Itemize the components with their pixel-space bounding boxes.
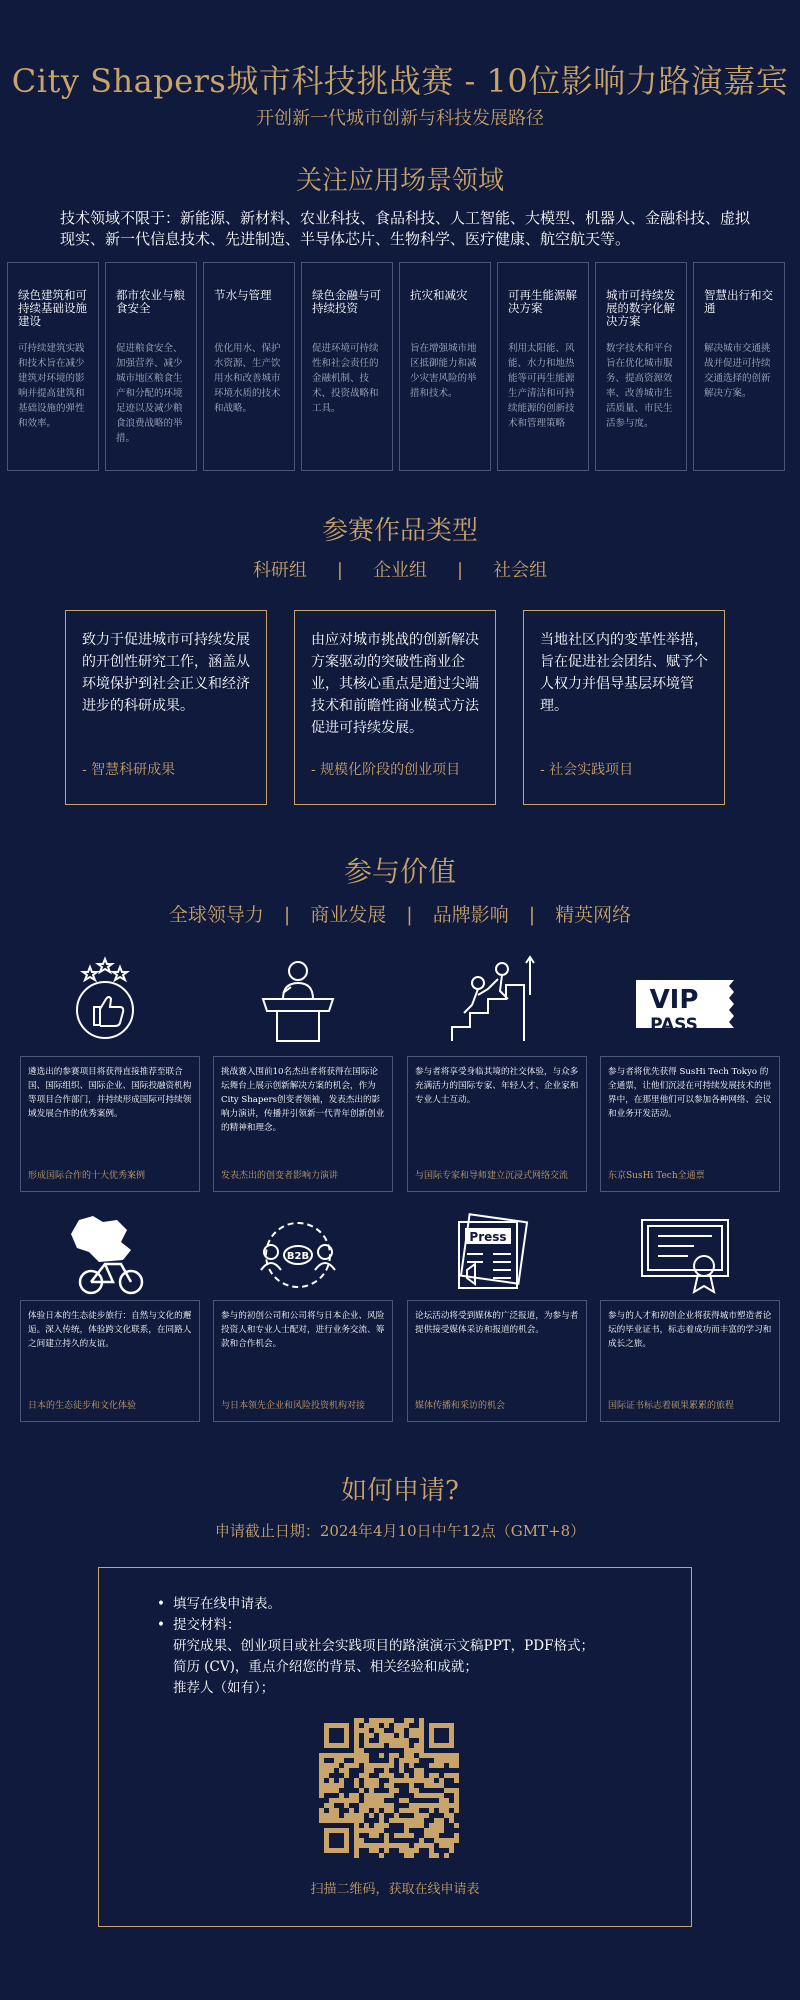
- value-card-tag: 发表杰出的创变者影响力演讲: [221, 1171, 339, 1181]
- vip-text: VIP: [649, 985, 699, 1015]
- category-description: 由应对城市挑战的创新解决方案驱动的突破性商业企业，其核心重点是通过尖端技术和前瞻性商业模式方法促进可持续发展。: [311, 632, 479, 736]
- category-group-research: 科研组: [252, 560, 307, 581]
- value-item: 全球领导力: [168, 904, 264, 926]
- qr-code[interactable]: [319, 1718, 459, 1858]
- value-card: [407, 1056, 587, 1192]
- category-description: 致力于促进城市可持续发展的开创性研究工作，涵盖从环境保护到社会正义和经济进步的科研成果。: [82, 632, 250, 714]
- value-card-tag: 国际证书标志着硕果累累的旅程: [608, 1401, 735, 1411]
- focus-card: [595, 262, 687, 471]
- focus-card-body: 促进粮食安全、加强营养、减少城市地区粮食生产和分配的环境足迹以及减少粮食浪费战略的举措。: [116, 343, 183, 444]
- b2b-text: B2B: [286, 1251, 310, 1262]
- page-title: City Shapers城市科技挑战赛 - 10位影响力路演嘉宾: [11, 62, 789, 100]
- separator: |: [457, 560, 464, 581]
- focus-card-title: 都市农业与粮食安全: [116, 288, 185, 315]
- value-card: [20, 1300, 200, 1422]
- focus-card: [7, 262, 99, 471]
- focus-card-body: 可持续建筑实践和技术旨在减少建筑对环境的影响并提高建筑和基础设施的弹性和效率。: [18, 343, 85, 429]
- value-card-tag: 媒体传播和采访的机会: [415, 1401, 506, 1411]
- value-item: 品牌影响: [432, 904, 509, 926]
- value-card-tag: 与日本领先企业和风险投资机构对接: [221, 1401, 366, 1411]
- category-box-research: [65, 610, 267, 805]
- focus-card-body: 优化用水、保护水资源、生产饮用水和改善城市环境水质的技术和战略。: [214, 343, 281, 414]
- value-section-title: 参与价值: [343, 855, 456, 888]
- vip-pass-icon: [630, 960, 740, 1050]
- category-box-enterprise: [294, 610, 496, 805]
- focus-card: [693, 262, 785, 471]
- apply-section-title: 如何申请?: [341, 1476, 459, 1506]
- value-card-body: 挑战赛入围前10名杰出者将获得在国际论坛舞台上展示创新解决方案的机会，作为City Shapers创变者领袖，发表杰出的影响力演讲，传播并引领新一代青年创新创业的精神和理念。: [221, 1067, 385, 1133]
- category-group-social: 社会组: [493, 560, 548, 581]
- category-description: 当地社区内的变革性举措，旨在促进社会团结、赋予个人权力并倡导基层环境管理。: [540, 632, 708, 714]
- value-item: 精英网络: [555, 904, 632, 926]
- focus-card-title: 可再生能源解决方案: [508, 288, 577, 315]
- focus-card-title: 绿色金融与可持续投资: [312, 288, 381, 315]
- apply-deadline: 申请截止日期：2024年4月10日中午12点（GMT+8）: [214, 1522, 586, 1540]
- category-box-social: [523, 610, 725, 805]
- focus-card-body: 促进环境可持续性和社会责任的金融机制、技术、投资战略和工具。: [312, 343, 379, 414]
- focus-section-title: 关注应用场景领域: [295, 166, 504, 196]
- value-card: [600, 1056, 780, 1192]
- category-tag: - 智慧科研成果: [82, 762, 176, 778]
- focus-card-title: 绿色建筑和可持续基础设施建设: [18, 288, 87, 328]
- focus-card: [301, 262, 393, 471]
- value-card-body: 参与者将优先获得 SusHi Tech Tokyo 的全通票，让他们沉浸在可持续发展技术的世界中，在那里他们可以参加各种网络、会议和业务开发活动。: [608, 1067, 772, 1119]
- press-newspaper-icon: [437, 1210, 547, 1300]
- focus-card-title: 城市可持续发展的数字化解决方案: [606, 288, 675, 328]
- focus-card-body: 旨在增强城市地区抵御能力和减少灾害风险的举措和技术。: [410, 343, 477, 399]
- value-card-body: 论坛活动将受到媒体的广泛报道，为参与者提供接受媒体采访和报道的机会。: [415, 1311, 579, 1335]
- list-item: • 提交材料：: [157, 1615, 677, 1636]
- value-card-tag: 形成国际合作的十大优秀案例: [28, 1171, 146, 1181]
- list-subitem: 推荐人（如有）；: [173, 1680, 275, 1696]
- focus-description: 技术领域不限于：新能源、新材料、农业科技、食品科技、人工智能、大模型、机器人、金融科技、虚拟现实、新一代信息技术、先进制造、半导体芯片、生物科学、医疗健康、航空航天等。: [60, 209, 751, 248]
- category-group-enterprise: 企业组: [373, 560, 427, 581]
- value-card: [213, 1300, 393, 1422]
- focus-card-body: 数字技术和平台旨在优化城市服务、提高资源效率、改善城市生活质量、市民生活参与度。: [606, 343, 673, 429]
- apply-box: [98, 1567, 692, 1927]
- focus-card: [497, 262, 589, 471]
- value-card-tag: 东京SusHi Tech全通票: [608, 1171, 705, 1181]
- value-items: [0, 900, 800, 927]
- value-card: [407, 1300, 587, 1422]
- focus-card: [399, 262, 491, 471]
- separator: |: [283, 904, 291, 926]
- value-card-body: 参与的人才和初创企业将获得城市塑造者论坛的毕业证书，标志着成功而丰富的学习和成长之旅。: [608, 1311, 772, 1349]
- japan-bicycle-icon: [55, 1210, 165, 1300]
- categories-section-title: 参赛作品类型: [321, 516, 478, 546]
- certificate-icon: [630, 1210, 740, 1300]
- focus-card-title: 节水与管理: [214, 288, 272, 302]
- thumbs-up-stars-icon: [50, 955, 160, 1045]
- list-item: • 填写在线申请表。: [157, 1594, 677, 1615]
- list-subitem: 简历 (CV)，重点介绍您的背景、相关经验和成就；: [173, 1659, 478, 1675]
- value-card-body: 遴选出的参赛项目将获得直接推荐至联合国、国际组织、国际企业、国际投融资机构等项目合作部门，并持续形成国际可持续领域发展合作的优秀案例。: [28, 1067, 192, 1119]
- separator: |: [528, 904, 536, 926]
- category-tag: - 规模化阶段的创业项目: [311, 762, 461, 778]
- value-card-tag: 日本的生态徒步和文化体验: [28, 1401, 137, 1411]
- value-card: [600, 1300, 780, 1422]
- press-text: Press: [469, 1230, 507, 1244]
- separator: |: [406, 904, 413, 926]
- climbing-team-icon: [440, 955, 550, 1045]
- value-card-tag: 与国际专家和导师建立沉浸式网络交流: [415, 1171, 569, 1181]
- focus-card: [203, 262, 295, 471]
- value-card: [213, 1056, 393, 1192]
- focus-card-row: [7, 262, 786, 472]
- focus-card-body: 利用太阳能、风能、水力和地热能等可再生能源生产清洁和可持续能源的创新技术和管理策略: [508, 343, 575, 429]
- separator: |: [336, 560, 343, 581]
- value-card-body: 体验日本的生态徒步旅行：自然与文化的邂逅。深入传统，体验跨文化联系，在同路人之间建立持久的友谊。: [28, 1311, 192, 1349]
- qr-caption: 扫描二维码，获取在线申请表: [310, 1882, 480, 1897]
- b2b-network-icon: [243, 1210, 353, 1300]
- focus-card-title: 抗灾和减灾: [410, 288, 468, 302]
- value-item: 商业发展: [310, 904, 387, 926]
- value-card-body: 参与者将享受身临其境的社交体验，与众多充满活力的国际专家、年轻人才、企业家和专业人士互动。: [415, 1067, 579, 1105]
- value-card: [20, 1056, 200, 1192]
- page-subtitle: 开创新一代城市创新与科技发展路径: [256, 108, 544, 129]
- focus-card-title: 智慧出行和交通: [704, 288, 773, 315]
- category-groups: [0, 556, 800, 582]
- list-subitem: 研究成果、创业项目或社会实践项目的路演演示文稿PPT，PDF格式；: [173, 1638, 594, 1654]
- focus-card-body: 解决城市交通挑战并促进可持续交通选择的创新解决方案。: [704, 343, 771, 399]
- apply-list: [157, 1594, 677, 1699]
- pass-text: PASS: [650, 1015, 698, 1035]
- focus-card: [105, 262, 197, 471]
- value-card-body: 参与的初创公司和公司将与日本企业、风险投资人和专业人士配对，进行业务交流、筹款和合作机会。: [221, 1311, 385, 1349]
- category-tag: - 社会实践项目: [540, 762, 634, 778]
- podium-speaker-icon: [243, 955, 353, 1045]
